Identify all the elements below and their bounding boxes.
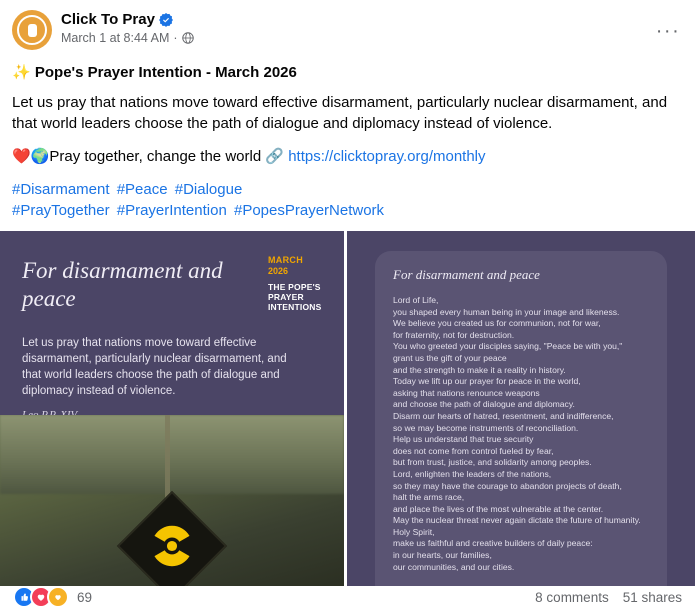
post-title-line — [12, 62, 683, 83]
heart-globe-icons: ❤️🌍 — [12, 148, 50, 165]
care-icon — [47, 586, 69, 608]
hashtag-disarmament[interactable]: #Disarmament — [12, 181, 110, 198]
prayer-line: asking that nations renounce weapons — [393, 387, 540, 398]
prayer-line: does not come from control fueled by fear, — [393, 445, 554, 456]
prayer-line: so they may have the courage to abandon projects of death, — [393, 480, 622, 491]
prayer-line: but from trust, justice, and solidarity among peoples. — [393, 457, 592, 468]
prayer-intentions-badge — [268, 255, 326, 312]
reaction-count: 69 — [77, 589, 93, 605]
post-meta-row — [61, 31, 194, 45]
post-cta-text: Pray together, change the world — [49, 148, 266, 165]
prayer-line: you shaped every human being in your image and likeness. — [393, 306, 620, 317]
post-header-text — [61, 10, 194, 45]
badge-line-3: INTENTIONS — [268, 302, 322, 312]
page-name[interactable]: Click To Pray — [61, 11, 155, 28]
hashtag-prayerintention[interactable]: #PrayerIntention — [116, 202, 227, 219]
prayer-line: Help us understand that true security — [393, 434, 534, 445]
post-header — [0, 0, 695, 54]
verified-badge-icon — [159, 13, 173, 27]
radiation-sign — [117, 491, 227, 586]
prayer-line: and place the lives of the most vulnerable at the center. — [393, 503, 604, 514]
footer-counts — [535, 590, 682, 605]
post-paragraph: Let us pray that nations move toward effective disarmament, particularly nuclear disarmament, and that world leaders choose the path of dialogue and diplomacy instead of violence. — [12, 94, 668, 132]
prayer-line: May the nuclear threat never again dictate the future of humanity. — [393, 515, 641, 526]
hashtag-praytogether[interactable]: #PrayTogether — [12, 202, 110, 219]
meta-separator: · — [173, 31, 178, 45]
prayer-line: and the strength to make it a reality in history. — [393, 364, 566, 375]
prayer-line: for fraternity, not for destruction. — [393, 329, 515, 340]
shares-count[interactable]: 51 shares — [622, 589, 682, 605]
post-media — [0, 231, 695, 586]
prayer-line: make us faithful and creative builders of daily peace: — [393, 538, 593, 549]
globe-icon[interactable] — [182, 32, 194, 44]
media-image-right[interactable] — [347, 231, 695, 586]
radiation-warning-sign-photo — [0, 415, 344, 586]
link-icon: 🔗 — [265, 148, 285, 165]
post-timestamp[interactable]: March 1 at 8:44 AM — [61, 31, 170, 45]
badge-month: MARCH — [268, 255, 303, 265]
prayer-line: Holy Spirit, — [393, 526, 435, 537]
badge-line-1: THE POPE'S — [268, 282, 321, 292]
hashtag-dialogue[interactable]: #Dialogue — [174, 181, 243, 198]
comments-count[interactable]: 8 comments — [535, 589, 609, 605]
photo-stem — [165, 415, 170, 504]
prayer-line: Lord, enlighten the leaders of the nations, — [393, 468, 552, 479]
prayer-card — [375, 251, 667, 586]
hashtag-row-1 — [12, 179, 683, 200]
media-image-left[interactable] — [0, 231, 344, 586]
page-name-row — [61, 11, 194, 29]
prayer-line: Disarm our hearts of hatred, resentment, and indifference, — [393, 410, 614, 421]
hashtag-row-2 — [12, 200, 683, 221]
click-to-pray-logo — [17, 15, 47, 45]
photo-background-blur — [0, 415, 344, 494]
intention-card — [0, 231, 344, 415]
prayer-line: halt the arms race, — [393, 492, 465, 503]
prayer-line: Lord of Life, — [393, 295, 439, 305]
post-options-button[interactable]: ··· — [655, 20, 681, 42]
sparkles-icon: ✨ — [12, 64, 31, 81]
prayer-card-title: For disarmament and peace — [393, 267, 540, 282]
post-cta-line — [12, 146, 683, 167]
avatar[interactable] — [12, 10, 52, 50]
prayer-line: grant us the gift of your peace — [393, 352, 507, 363]
prayer-line: You who greeted your disciples saying, "Peace be with you," — [393, 341, 623, 352]
radiation-trefoil-icon — [149, 523, 195, 569]
post-body — [0, 54, 695, 231]
post-footer — [0, 586, 695, 608]
prayer-line: our communities, and our cities. — [393, 561, 515, 572]
prayer-line: Today we lift up our prayer for peace in the world, — [393, 376, 581, 387]
prayer-line: We believe you created us for communion, not for war, — [393, 318, 601, 329]
prayer-line: so we may become instruments of reconciliation. — [393, 422, 579, 433]
post-title: Pope's Prayer Intention - March 2026 — [34, 64, 297, 81]
prayer-line: in our hearts, our families, — [393, 550, 492, 561]
badge-year: 2026 — [268, 266, 289, 276]
reaction-icons — [13, 586, 69, 608]
badge-line-2: PRAYER — [268, 292, 304, 302]
hashtag-popesprayernetwork[interactable]: #PopesPrayerNetwork — [233, 202, 385, 219]
logo-inner-shape — [28, 24, 37, 37]
intention-card-title: For disarmament and peace — [22, 258, 223, 311]
intention-card-body: Let us pray that nations move toward effective disarmament, particularly nuclear disarmament, and that world leaders choose the path of dialogue and diplomacy instead of violence. — [22, 337, 287, 397]
prayer-line: and choose the path of dialogue and diplomacy. — [393, 399, 575, 410]
hashtag-peace[interactable]: #Peace — [116, 181, 168, 198]
post-link[interactable]: https://clicktopray.org/monthly — [288, 148, 486, 165]
reactions-summary[interactable] — [13, 586, 92, 608]
